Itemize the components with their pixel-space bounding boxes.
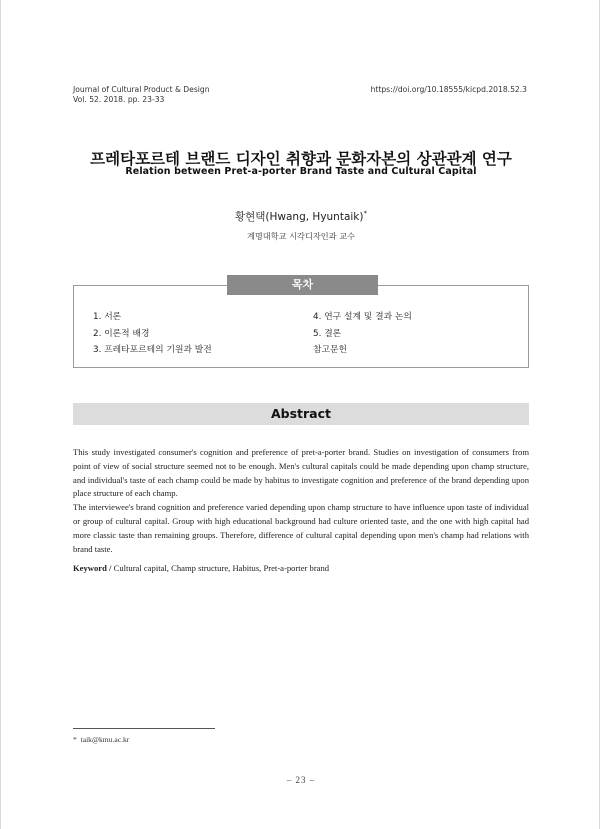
toc-column-right [313, 309, 412, 359]
toc-heading: 목차 [227, 275, 378, 295]
footnote-email: taik@kmu.ac.kr [80, 735, 130, 744]
title-korean: 프레타포르테 브랜드 디자인 취향과 문화자본의 상관관계 연구 [90, 150, 512, 168]
journal-volume: Vol. 52. 2018. pp. 23-33 [73, 95, 165, 104]
abstract-paragraph: This study investigated consumer's cognition and preference of pret-a-porter brand. Studies on investigation of consumers from point of view of social structure seemed not to be enough. Men's cultural capitals could be made depending upon champ structure, and individual's taste of each champ could be made by habitus to investigate cognition and preference of the brand depending upon place structure of each champ. [73, 447, 529, 499]
doi-link[interactable]: https://doi.org/10.18555/kicpd.2018.52.3 [370, 85, 527, 94]
toc-item: 5. 결론 [313, 328, 342, 339]
journal-header [73, 85, 210, 105]
toc-column-left [93, 309, 212, 359]
page-number: – 23 – [286, 775, 316, 785]
toc-item: 4. 연구 설계 및 결과 논의 [313, 312, 412, 322]
author-affiliation: 계명대학교 시각디자인과 교수 [246, 231, 356, 241]
toc-item: 2. 이론적 배경 [93, 328, 150, 339]
toc-item: 참고문헌 [313, 345, 347, 355]
toc-item: 1. 서론 [93, 312, 122, 322]
abstract-heading: Abstract [73, 403, 529, 425]
keyword-text: Cultural capital, Champ structure, Habitus, Pret-a-porter brand [113, 563, 330, 573]
author-footnote-mark: * [363, 209, 367, 218]
footnote [73, 735, 129, 744]
keyword-label: Keyword / [73, 563, 112, 573]
footnote-mark: * [73, 735, 77, 744]
footnote-divider [73, 728, 215, 729]
author-name: 황현택(Hwang, Hyuntaik) [234, 211, 364, 223]
keyword-line [73, 563, 329, 573]
title-english: Relation between Pret-a-porter Brand Taste and Cultural Capital [125, 166, 477, 177]
author-line [1, 209, 600, 224]
toc-item: 3. 프레타포르테의 기원과 발전 [93, 345, 212, 355]
abstract-paragraph: The interviewee's brand cognition and preference varied depending upon champ structure to have influence upon taste of individual or group of cultural capital. Group with high educational background had culture oriented taste, and the one with high capital had more classic taste than remaining groups. Therefore, difference of cultural capital depending upon men's champ had relations with brand taste. [73, 502, 529, 554]
abstract-body [73, 446, 529, 556]
journal-name: Journal of Cultural Product & Design [73, 85, 210, 94]
